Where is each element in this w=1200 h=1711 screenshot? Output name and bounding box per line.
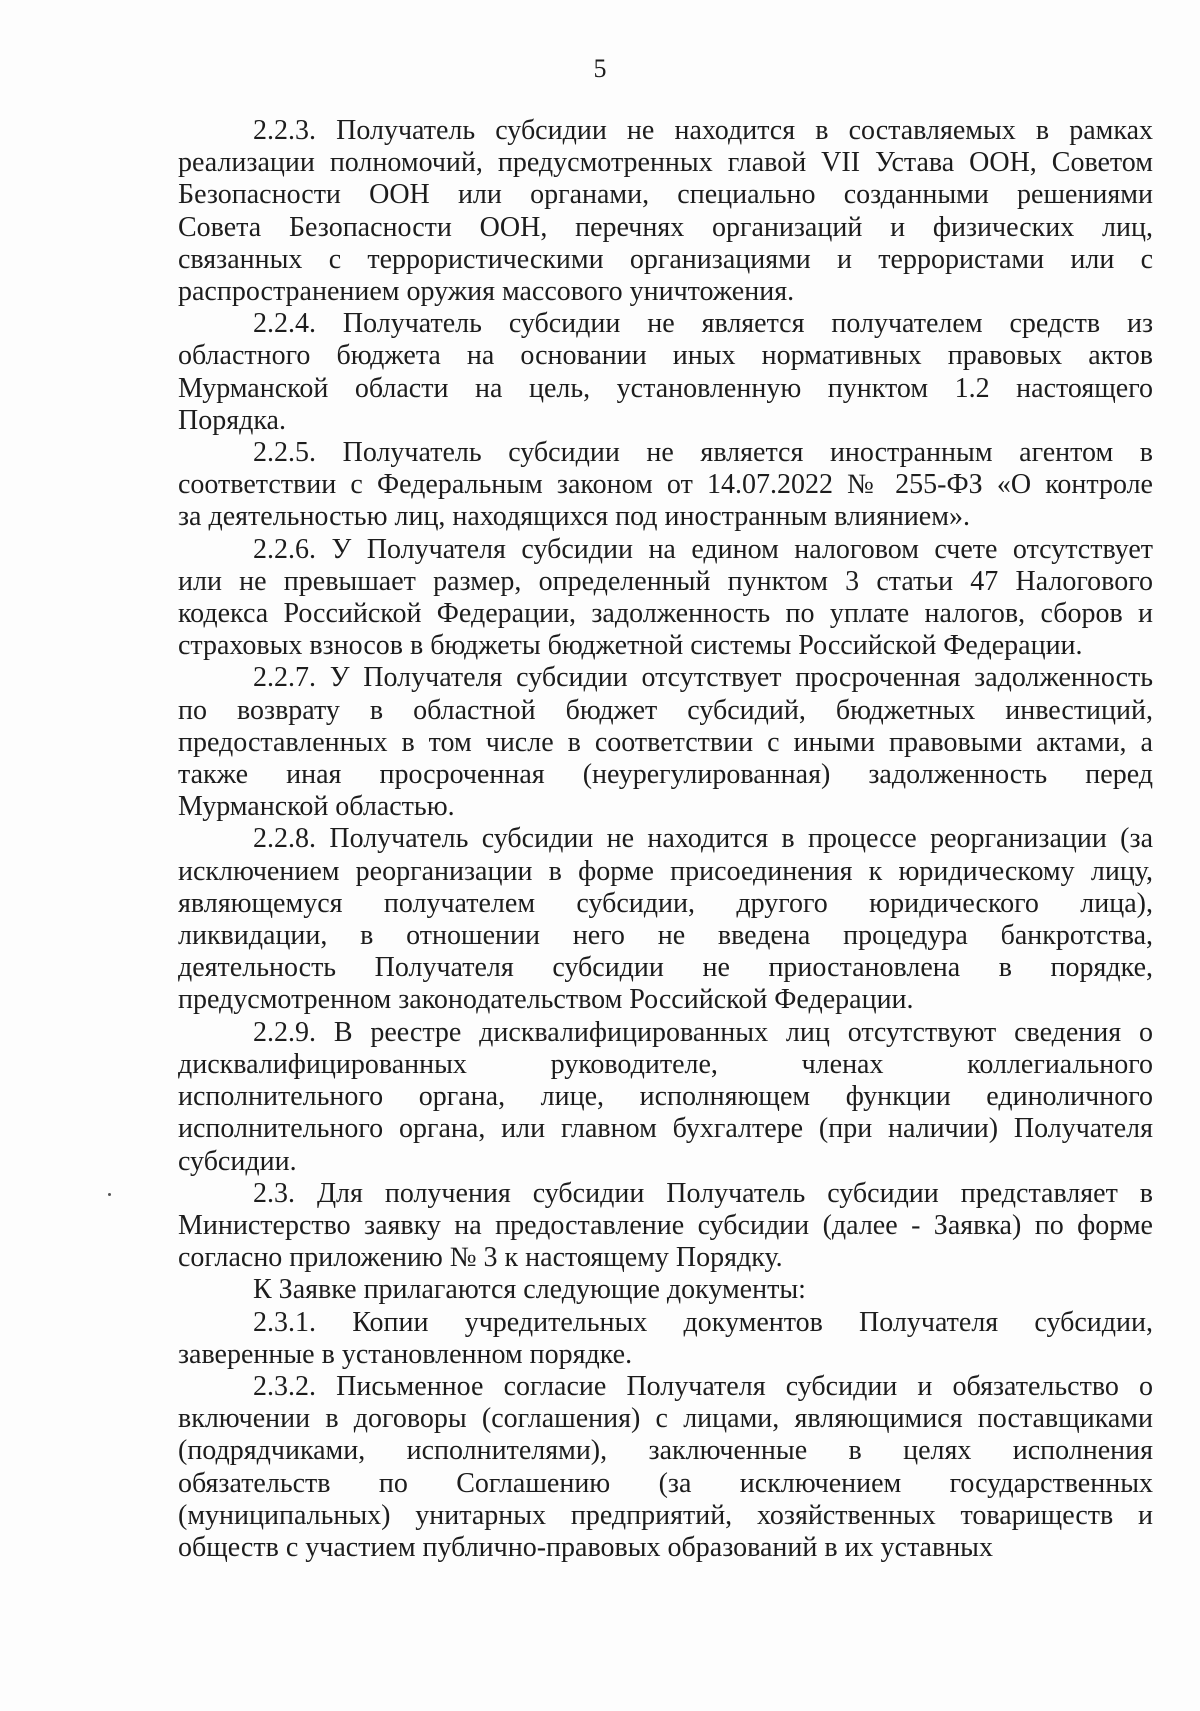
page-number: 5 [593,54,607,83]
text-line: кодекса Российской Федерации, задолженность по уплате налогов, сборов и [178,598,1153,630]
text-line: 2.3. Для получения субсидии Получатель субсидии представляет в [253,1177,1153,1209]
text-line: соответствии с Федеральным законом от 14.07.2022 № 255-ФЗ «О контроле [178,469,1153,501]
text-line: дисквалифицированных руководителе, членах коллегиального [178,1048,1153,1080]
paragraph-p-2-3-1 [178,1307,1153,1371]
text-line: 2.2.6. У Получателя субсидии на едином налоговом счете отсутствует [253,533,1153,565]
text-line: обязательств по Соглашению (за исключением государственных [178,1467,1153,1499]
text-line: являющемуся получателем субсидии, другого юридического лица), [178,887,1153,919]
text-line: распространением оружия массового уничтожения. [178,276,795,308]
text-line: 2.2.4. Получатель субсидии не является получателем средств из [253,308,1153,340]
text-line: Порядка. [178,404,286,436]
text-line: (муниципальных) унитарных предприятий, хозяйственных товариществ и [178,1499,1153,1531]
paragraph-p-2-2-3 [178,115,1153,308]
text-line: 2.3.1. Копии учредительных документов Получателя субсидии, [253,1306,1153,1338]
text-line: согласно приложению № 3 к настоящему Порядку. [178,1242,783,1274]
text-line: или не превышает размер, определенный пунктом 3 статьи 47 Налогового [178,565,1153,597]
text-line: исполнительного органа, лице, исполняющем функции единоличного [178,1081,1153,1113]
paragraph-p-2-3-2 [178,1371,1153,1564]
text-line: ликвидации, в отношении него не введена процедура банкротства, [178,920,1153,952]
text-line: 2.2.5. Получатель субсидии не является иностранным агентом в [253,437,1153,469]
text-line: предоставленных в том числе в соответствии с иными правовыми актами, а [178,726,1153,758]
paragraph-p-2-2-4 [178,308,1153,437]
text-line: Совета Безопасности ООН, перечнях организаций и физических лиц, [178,211,1153,243]
text-line: заверенные в установленном порядке. [178,1338,633,1370]
paragraph-p-2-2-6 [178,534,1153,663]
text-line: за деятельностью лиц, находящихся под иностранным влиянием». [178,501,970,533]
text-line: страховых взносов в бюджеты бюджетной системы Российской Федерации. [178,630,1083,662]
text-line: по возврату в областной бюджет субсидий, бюджетных инвестиций, [178,694,1153,726]
text-line: Министерство заявку на предоставление субсидии (далее - Заявка) по форме [178,1209,1153,1241]
text-line: областного бюджета на основании иных нормативных правовых актов [178,340,1153,372]
text-line: предусмотренном законодательством Российской Федерации. [178,984,914,1016]
paragraph-p-2-2-7 [178,662,1153,823]
text-line: исключением реорганизации в форме присоединения к юридическому лицу, [178,855,1153,887]
text-line: 2.3.2. Письменное согласие Получателя субсидии и обязательство о [253,1370,1153,1402]
text-line: (подрядчиками, исполнителями), заключенные в целях исполнения [178,1435,1153,1467]
text-line: включении в договоры (соглашения) с лицами, являющимися поставщиками [178,1403,1153,1435]
paragraph-p-2-2-8 [178,823,1153,1016]
text-line: Безопасности ООН или органами, специально созданными решениями [178,179,1153,211]
paragraph-p-attach [178,1274,1153,1306]
text-line: 2.2.9. В реестре дисквалифицированных лиц отсутствуют сведения о [253,1016,1153,1048]
text-line: деятельность Получателя субсидии не приостановлена в порядке, [178,952,1153,984]
text-line: 2.2.8. Получатель субсидии не находится в процессе реорганизации (за [253,823,1153,855]
text-line: Мурманской области на цель, установленную пунктом 1.2 настоящего [178,372,1153,404]
text-line: реализации полномочий, предусмотренных главой VII Устава ООН, Советом [178,147,1153,179]
paragraph-p-2-3 [178,1178,1153,1275]
text-line: К Заявке прилагаются следующие документы: [253,1274,806,1306]
document-body [178,115,1153,1564]
text-line: Мурманской областью. [178,791,455,823]
text-line: 2.2.3. Получатель субсидии не находится в составляемых в рамках [253,115,1153,146]
text-line: исполнительного органа, или главном бухгалтере (при наличии) Получателя [178,1113,1153,1145]
text-line: также иная просроченная (неурегулированная) задолженность перед [178,759,1153,791]
text-line: связанных с террористическими организациями и террористами или с [178,243,1153,275]
text-line: субсидии. [178,1145,297,1177]
text-line: обществ с участием публично-правовых образований в их уставных [178,1531,993,1563]
paragraph-p-2-2-5 [178,437,1153,534]
scan-speck [108,1193,111,1196]
paragraph-p-2-2-9 [178,1017,1153,1178]
text-line: 2.2.7. У Получателя субсидии отсутствует просроченная задолженность [253,662,1153,694]
